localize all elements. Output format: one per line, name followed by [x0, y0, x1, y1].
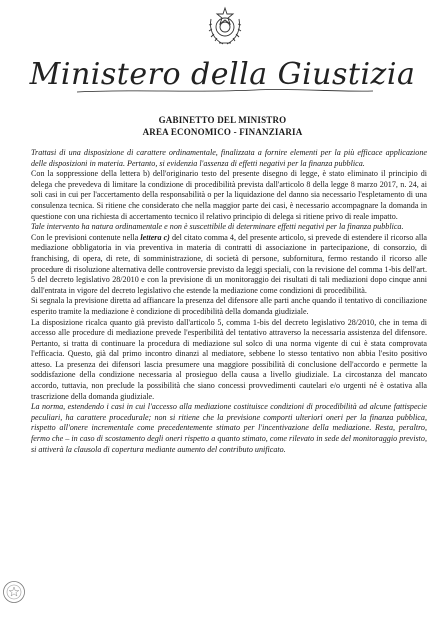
paragraph-5: Si segnala la previsione diretta ad affiancare la presenza del difensore alle parti anche quando il tentativo di conciliazione esperito tramite la mediazione è condizione di procedibilità della domanda giudiziale. — [31, 296, 427, 316]
office-subtitle: AREA ECONOMICO - FINANZIARIA — [142, 127, 303, 137]
paragraph-7: La norma, estendendo i casi in cui l'accesso alla mediazione costituisce condizioni di procedibilità ad alcune fattispecie peculiari, ha carattere procedurale; non si ritiene che la previsione comporti ulteriori oneri per la finanza pubblica, rispetto all'onere incrementale come precedentemente stimato per l'incentivazione della mediazione. Resta, peraltro, fermo che – in caso di scostamento degli oneri rispetto a quanto stimato, come rilevato in sede del monitoraggio previsto, si attiverà la clausola di copertura mediante aumento del contributo unificato. — [31, 402, 427, 454]
paragraph-1: Trattasi di una disposizione di carattere ordinamentale, finalizzata a fornire elementi per la più efficace applicazione delle disposizioni in materia. Pertanto, si evidenzia l'assenza di effetti negativi per la finanza pubblica. — [31, 148, 427, 168]
republic-emblem-icon — [205, 5, 245, 47]
ministry-underline-flourish — [75, 88, 375, 94]
official-stamp-icon — [2, 580, 26, 604]
paragraph-4-lead: Con le previsioni contenute nella — [31, 232, 141, 242]
paragraph-4-rest: del citato comma 4, del presente articolo, si prevede di estendere il ricorso alla mediazione obbligatoria in via preventiva in materia di contratti di associazione in partecipazione, di consorzio, di franchising, di opera, di rete, di somministrazione, di società di persone, subfornitura, fermo restando il ricorso alle procedure di risoluzione alternativa delle controversie previsto da leggi speciali, con la revisione del comma 1-bis dell'art. 5 del decreto legislativo 28/2010 e con la previsione di un monitoraggio dei risultati di tali mediazioni dopo cinque anni dall'entrata in vigore del decreto legislativo che estende la mediazione come condizioni di procedibilità. — [31, 232, 428, 295]
ministry-header — [0, 52, 445, 98]
office-title: GABINETTO DEL MINISTRO — [158, 115, 287, 125]
paragraph-4-emphasis: lettera c) — [140, 232, 170, 242]
paragraph-3: Tale intervento ha natura ordinamentale e non è suscettibile di determinare effetti negativi per la finanza pubblica. — [31, 222, 404, 232]
ministry-name: Ministero della Giustizia — [29, 57, 416, 92]
document-body — [31, 148, 427, 455]
paragraph-2: Con la soppressione della lettera b) dell'originario testo del presente disegno di legge, è stato eliminato il principio di delega che prevedeva di limitare la condizione di procedibilità prevista dall'articolo 8 della legge 8 marzo 2017, n. 24, ai soli casi in cui per l'accertamento della responsabilità o per la liquidazione del danno sia necessario l'espletamento di una consulenza tecnica. Si ritiene che considerato che nella maggior parte dei casi, è necessario accompagnare la domanda in questione con una richiesta di accertamento tecnico il relativo principio di delega si ritiene privo di reale impatto. — [31, 169, 427, 221]
paragraph-4 — [31, 233, 427, 297]
paragraph-6: La disposizione ricalca quanto già previsto dall'articolo 5, comma 1-bis del decreto legislativo 28/2010, che in tema di accesso alle procedure di mediazione prevede l'esperibilità del tentativo attraverso la necessaria assistenza del difensore. Pertanto, si tratta di continuare la procedura di mediazione sul solco di una norma vigente di cui è stata comprovata l'efficacia. Questo, già dal primo incontro dinanzi al mediatore, sebbene lo stesso tentativo non abbia l'esito positivo atteso. La presenza dei difensori lascia presumere una maggiore possibilità di conclusione dell'accordo e permette la soddisfazione della condizione necessaria al prosieguo della causa a livello giudiziale. La circostanza del mancato accordo, tuttavia, non preclude la possibilità che siano concessi provvedimenti cautelari e/o urgenti né è ostativa alla trascrizione della domanda giudiziale. — [31, 317, 427, 401]
